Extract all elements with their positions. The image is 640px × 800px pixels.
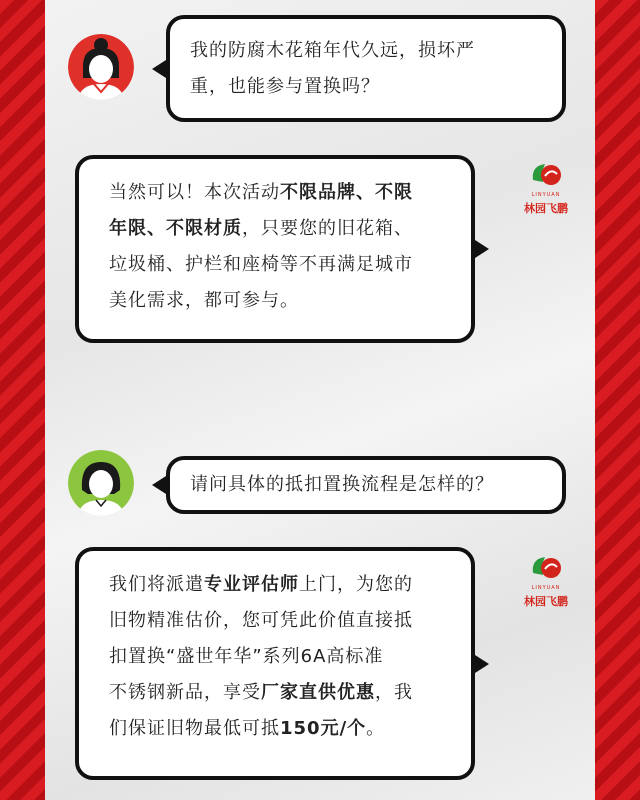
answer-2-line-4: 不锈钢新品，享受厂家直供优惠，我	[109, 682, 413, 703]
female-avatar-green	[68, 450, 134, 516]
answer-2-line-2: 旧物精准估价，您可凭此价值直接抵	[109, 610, 413, 631]
brand-logo-icon	[529, 160, 563, 188]
answer-2-line-1: 我们将派遣专业评估师上门，为您的	[109, 574, 413, 595]
brand-logo-1	[511, 160, 581, 220]
answer-2-line-3: 扣置换“盛世年华”系列6A高标准	[109, 646, 384, 667]
brand-logo-text: 林园飞鹏	[524, 595, 568, 608]
answer-2-line-5: 们保证旧物最低可抵150元/个。	[109, 718, 386, 739]
brand-logo-2	[511, 553, 581, 613]
answer-1-line-4: 美化需求，都可参与。	[109, 290, 299, 311]
answer-bubble-1	[75, 155, 475, 343]
question-bubble-1	[166, 15, 566, 122]
left-red-border	[0, 0, 45, 800]
answer-1-line-1: 当然可以！本次活动不限品牌、不限	[109, 182, 413, 203]
chat-panel	[45, 0, 595, 800]
question-1-line-1: 我的防腐木花箱年代久远，损坏严	[190, 40, 475, 61]
brand-logo-subtext: LINYUAN	[531, 192, 561, 198]
brand-logo-icon	[529, 553, 563, 581]
answer-1-line-2: 年限、不限材质，只要您的旧花箱、	[109, 218, 413, 239]
female-avatar-bun	[68, 34, 134, 100]
brand-logo-subtext: LINYUAN	[531, 585, 561, 591]
answer-1-line-3: 垃圾桶、护栏和座椅等不再满足城市	[109, 254, 413, 275]
right-red-border	[595, 0, 640, 800]
question-1-line-2: 重，也能参与置换吗？	[190, 76, 380, 97]
brand-logo-text: 林园飞鹏	[524, 202, 568, 215]
question-2-line-1: 请问具体的抵扣置换流程是怎样的？	[190, 474, 494, 495]
answer-bubble-2	[75, 547, 475, 780]
question-bubble-2	[166, 456, 566, 514]
